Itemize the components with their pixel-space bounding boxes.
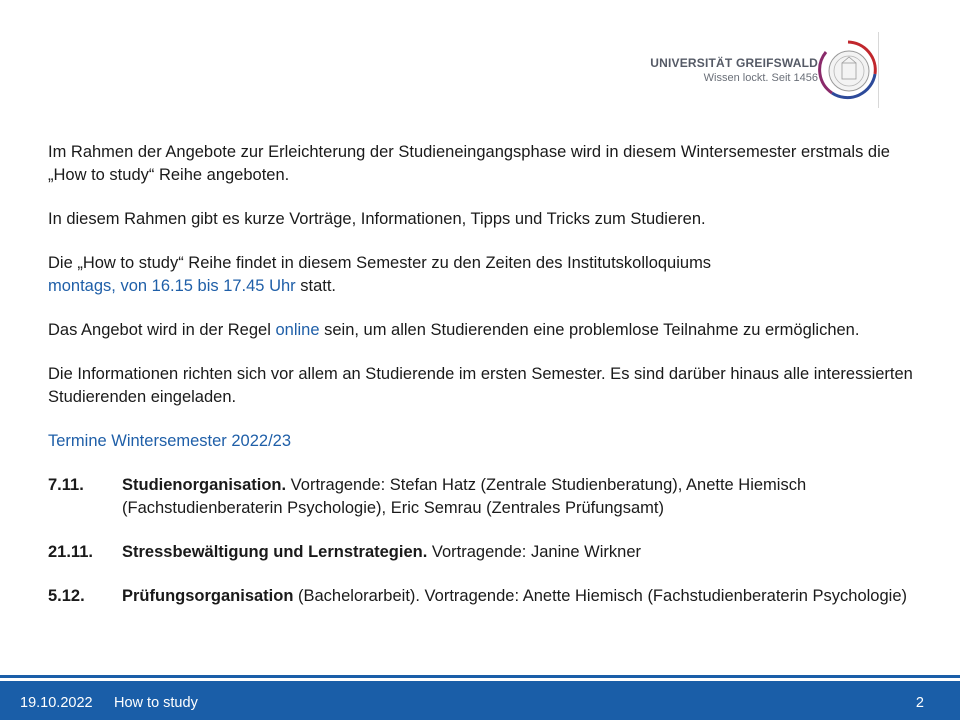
schedule-item (48, 541, 928, 564)
schedule-time-highlight: montags, von 16.15 bis 17.45 Uhr (48, 277, 296, 295)
online-text-end: sein, um allen Studierenden eine problemlose Teilnahme zu ermöglichen. (319, 321, 860, 339)
schedule-item (48, 585, 928, 608)
logo-university-name: UNIVERSITÄT GREIFSWALD (650, 56, 818, 70)
info-paragraph: In diesem Rahmen gibt es kurze Vorträge, Informationen, Tipps und Tricks zum Studieren. (48, 210, 706, 228)
schedule-text: Die „How to study“ Reihe findet in diesem Semester zu den Zeiten des Institutskolloquiums (48, 254, 712, 272)
logo-divider (878, 32, 879, 108)
footer-title: How to study (114, 695, 198, 711)
university-seal-icon (818, 38, 878, 102)
footer-date: 19.10.2022 (20, 695, 93, 711)
schedule-item-text (122, 585, 928, 608)
schedule-text-end: statt. (295, 277, 337, 295)
audience-paragraph: Die Informationen richten sich vor allem an Studierende im ersten Semester. Es sind darüber hinaus alle interessierten Studierenden eingeladen. (48, 365, 913, 406)
intro-paragraph: Im Rahmen der Angebote zur Erleichterung der Studieneingangsphase wird in diesem Wintersemester erstmals die „How to study“ Reihe angeboten. (48, 143, 890, 184)
online-paragraph (48, 319, 928, 342)
online-text-start: Das Angebot wird in der Regel (48, 321, 276, 339)
logo-motto: Wissen lockt. Seit 1456 (703, 72, 818, 84)
footer-bar (0, 681, 960, 720)
schedule-item-date: 7.11. (48, 476, 84, 494)
schedule-item-detail: Vortragende: Janine Wirkner (427, 543, 642, 561)
schedule-item-detail: Vortragende: Stefan Hatz (Zentrale Studienberatung), Anette Hiemisch (Fachstudienberaterin Psychologie), Eric Semrau (Zentrales Prüfungsamt) (122, 476, 807, 517)
schedule-heading: Termine Wintersemester 2022/23 (48, 432, 292, 450)
schedule-item-date: 5.12. (48, 587, 85, 605)
schedule-item-date: 21.11. (48, 543, 93, 561)
page-number: 2 (915, 695, 924, 711)
schedule-item-detail: (Bachelorarbeit). Vortragende: Anette Hiemisch (Fachstudienberaterin Psychologie) (293, 587, 907, 605)
university-logo (640, 32, 880, 112)
schedule-item (48, 474, 928, 520)
schedule-paragraph (48, 252, 928, 298)
schedule-item-title: Stressbewältigung und Lernstrategien. (122, 543, 428, 561)
footer-accent-line (0, 675, 960, 678)
schedule-item-text (122, 474, 928, 520)
online-highlight: online (275, 321, 320, 339)
schedule-item-text (122, 541, 928, 564)
slide-content (48, 141, 928, 629)
schedule-item-title: Prüfungsorganisation (122, 587, 294, 605)
schedule-item-title: Studienorganisation. (122, 476, 287, 494)
